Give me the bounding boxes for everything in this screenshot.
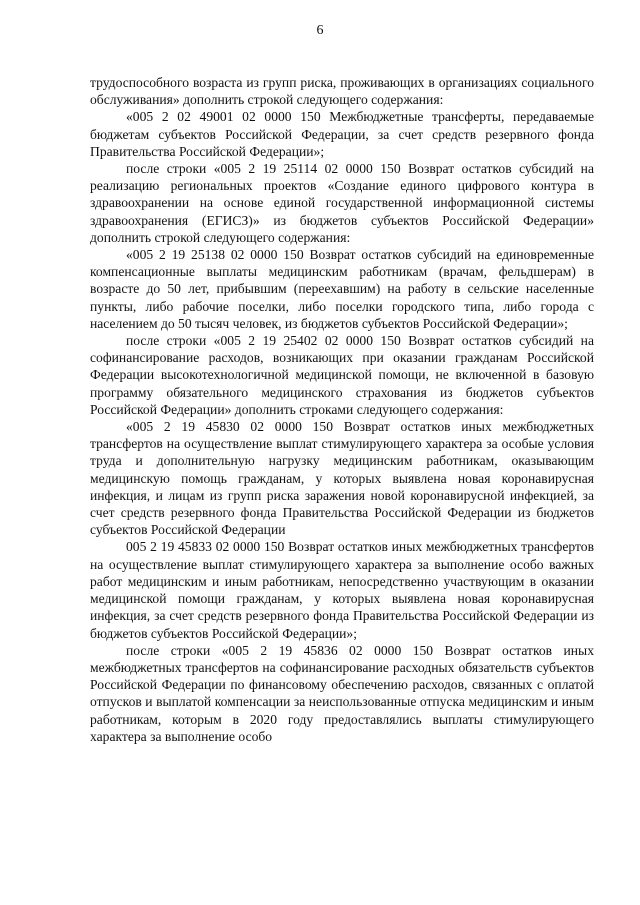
paragraph-line-45830: «005 2 19 45830 02 0000 150 Возврат остатков иных межбюджетных трансфертов на осуществление выплат стимулирующего характера за особые условия труда и дополнительную нагрузку медицинским работникам, оказывающим медицинскую помощь гражданам, у которых выявлена новая коронавирусная инфекция, и лицам из групп риска заражения новой коронавирусной инфекцией, за счет средств резервного фонда Правительства Российской Федерации из бюджетов субъектов Российской Федерации: [90, 419, 594, 538]
paragraph-after-25114: после строки «005 2 19 25114 02 0000 150 Возврат остатков субсидий на реализацию региональных проектов «Создание единого цифрового контура в здравоохранении на основе единой государственной информационной системы здравоохранения (ЕГИСЗ)» из бюджетов субъектов Российской Федерации» дополнить строкой следующего содержания:: [90, 161, 594, 245]
paragraph-after-45836: после строки «005 2 19 45836 02 0000 150 Возврат остатков иных межбюджетных трансфертов на софинансирование расходных обязательств субъектов Российской Федерации по финансовому обеспечению расходов, связанных с оплатой отпусков и выплатой компенсации за неиспользованные отпуска медицинским и иным работникам, которым в 2020 году предоставлялись выплаты стимулирующего характера за выполнение особо: [90, 642, 594, 744]
page-number: 6: [316, 23, 324, 38]
paragraph-continuation: трудоспособного возраста из групп риска, проживающих в организациях социального обслуживания» дополнить строкой следующего содержания:: [90, 75, 594, 108]
paragraph-line-45833: 005 2 19 45833 02 0000 150 Возврат остатков иных межбюджетных трансфертов на осуществление выплат стимулирующего характера за выполнение особо важных работ медицинским и иным работникам, непосредственно участвующим в оказании медицинской помощи гражданам, у которых выявлена новая коронавирусная инфекция, за счет средств резервного фонда Правительства Российской Федерации из бюджетов субъектов Российской Федерации»;: [90, 539, 594, 641]
paragraph-line-49001: «005 2 02 49001 02 0000 150 Межбюджетные трансферты, передаваемые бюджетам субъектов Российской Федерации, за счет средств резервного фонда Правительства Российской Федерации»;: [90, 109, 594, 159]
paragraph-line-25138: «005 2 19 25138 02 0000 150 Возврат остатков субсидий на единовременные компенсационные выплаты медицинским работникам (врачам, фельдшерам) в возрасте до 50 лет, прибывшим (переехавшим) на работу в сельские населенные пункты, либо рабочие поселки, либо поселки городского типа, либо города с населением до 50 тысяч человек, из бюджетов субъектов Российской Федерации»;: [90, 247, 594, 331]
paragraph-after-25402: после строки «005 2 19 25402 02 0000 150 Возврат остатков субсидий на софинансирование расходов, возникающих при оказании гражданам Российской Федерации высокотехнологичной медицинской помощи, не включенной в базовую программу обязательного медицинского страхования из бюджетов субъектов Российской Федерации» дополнить строками следующего содержания:: [90, 333, 594, 417]
document-body: [90, 74, 594, 745]
